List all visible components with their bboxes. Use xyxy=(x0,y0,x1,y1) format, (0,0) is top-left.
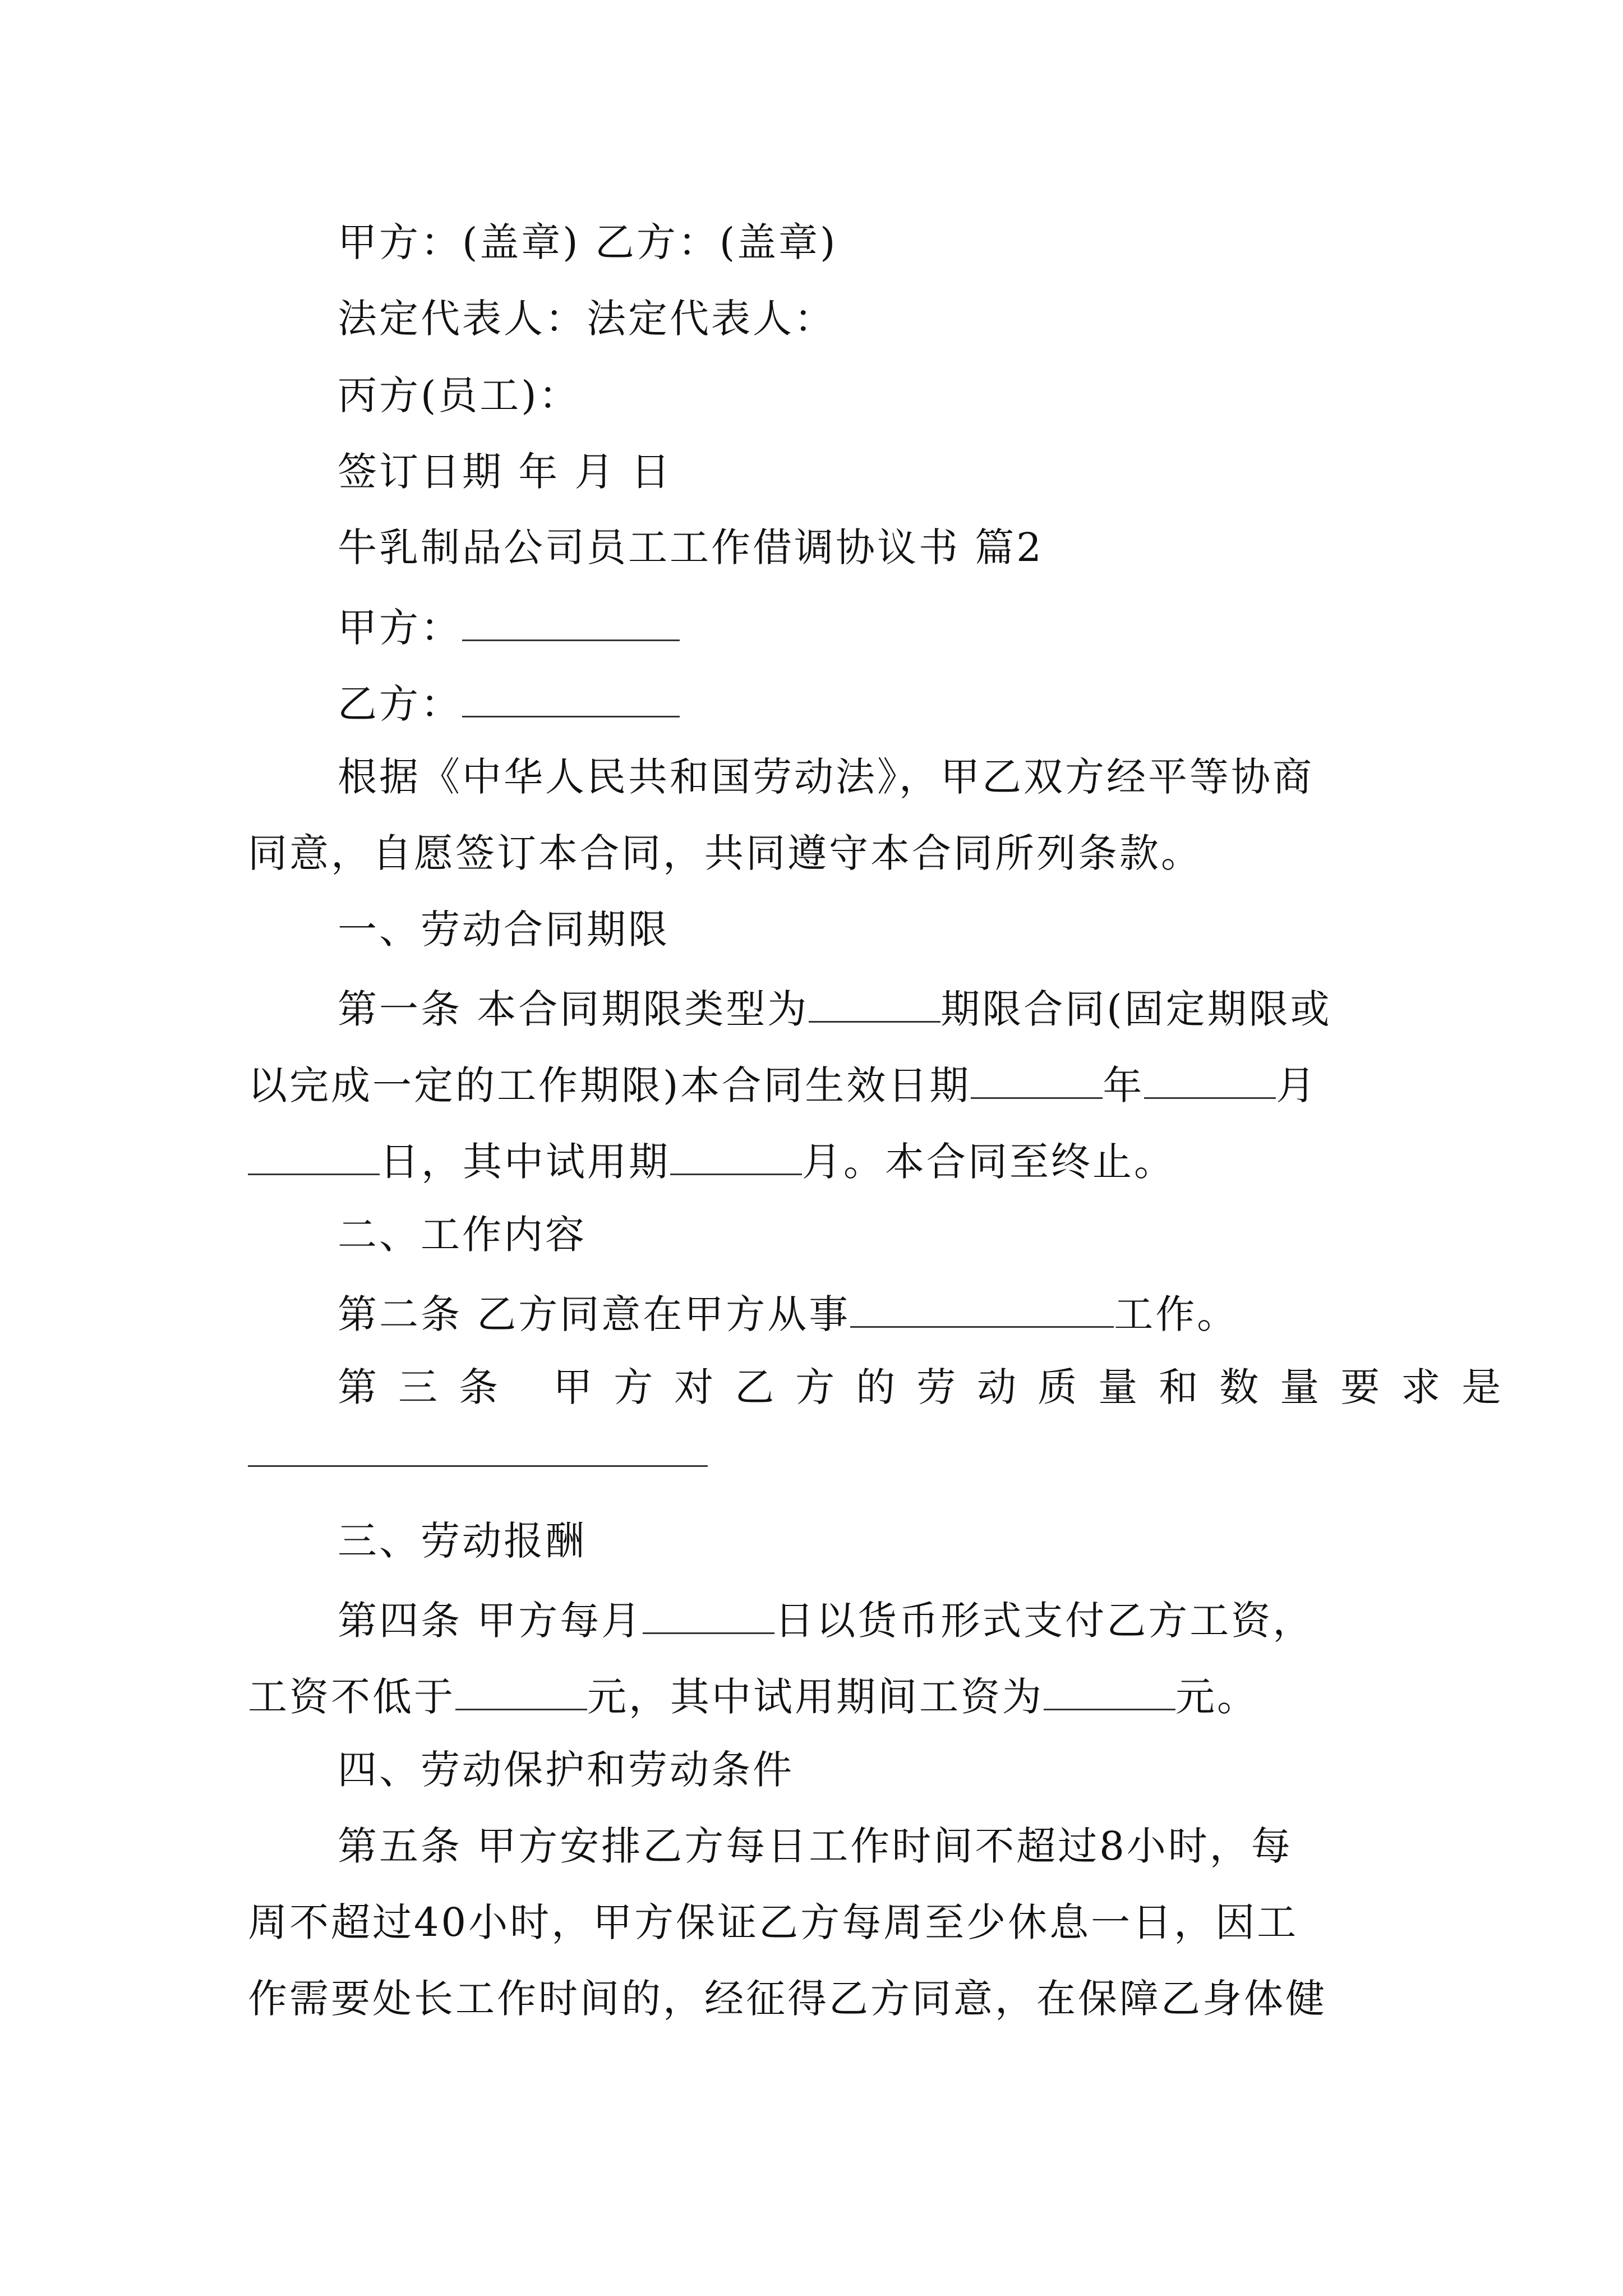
article-3-blank-line xyxy=(248,1430,1375,1473)
preamble-line-2: 同意，自愿签订本合同，共同遵守本合同所列条款。 xyxy=(248,830,1202,876)
article-5-line-2: 周不超过40小时，甲方保证乙方每周至少休息一日，因工 xyxy=(248,1899,1299,1945)
preamble-text-1: 根据《中华人民共和国劳动法》，甲乙双方经平等协商 xyxy=(338,754,1314,800)
article-4-line-2 xyxy=(248,1674,1375,1720)
signature-line-seals: 甲方：(盖章) 乙方：(盖章) xyxy=(338,219,838,265)
probation-wage-blank xyxy=(1044,1674,1175,1710)
contract-type-blank xyxy=(809,986,940,1023)
heading-contract-term: 一、劳动合同期限 xyxy=(338,907,670,953)
heading-work-content: 二、工作内容 xyxy=(338,1212,587,1258)
party-a-label: 甲方： xyxy=(338,605,462,651)
article-5-line-1: 第五条 甲方安排乙方每日工作时间不超过8小时，每 xyxy=(338,1823,1293,1869)
article-1-line-2 xyxy=(248,1062,1375,1108)
effective-year-blank xyxy=(971,1062,1103,1099)
quality-requirements-blank xyxy=(248,1430,708,1467)
minimum-wage-blank xyxy=(455,1674,587,1710)
job-position-blank xyxy=(850,1291,1114,1328)
year-label: 年 xyxy=(1103,1062,1145,1108)
signing-date-line: 签订日期 年 月 日 xyxy=(338,449,672,495)
article-1-text-b: 期限合同(固定期限或 xyxy=(940,986,1332,1032)
article-4-text-d: 元，其中试用期间工资为 xyxy=(587,1674,1044,1720)
article-1-text-e: 月。本合同至终止。 xyxy=(802,1139,1175,1185)
preamble-line-1 xyxy=(338,754,1375,800)
article-4-text-b: 日以货币形式支付乙方工资， xyxy=(774,1598,1315,1644)
article-4-text-a: 第四条 甲方每月 xyxy=(338,1598,643,1644)
pay-day-blank xyxy=(643,1598,774,1634)
article-4-line-1 xyxy=(338,1598,1375,1644)
article-1-text-a: 第一条 本合同期限类型为 xyxy=(338,986,809,1032)
article-1-text-d: 日，其中试用期 xyxy=(380,1139,670,1185)
article-5-line-3: 作需要处长工作时间的，经征得乙方同意，在保障乙身体健 xyxy=(248,1976,1327,2022)
article-4-text-e: 元。 xyxy=(1175,1674,1258,1720)
article-3-text: 第三条 甲方对乙方的劳动质量和数量要求是 xyxy=(338,1364,1523,1410)
effective-month-blank xyxy=(1144,1062,1276,1099)
probation-months-blank xyxy=(670,1139,802,1175)
party-b-blank xyxy=(462,681,680,717)
article-2-line xyxy=(338,1291,1375,1337)
article-1-line-3 xyxy=(248,1139,1375,1185)
month-label: 月 xyxy=(1276,1062,1318,1108)
party-b-line xyxy=(338,681,1375,727)
party-b-label: 乙方： xyxy=(338,681,462,727)
article-4-text-c: 工资不低于 xyxy=(248,1674,455,1720)
legal-representatives-line: 法定代表人：法定代表人： xyxy=(338,296,836,342)
article-1-line-1 xyxy=(338,986,1375,1032)
article-1-text-c: 以完成一定的工作期限)本合同生效日期 xyxy=(248,1062,971,1108)
article-2-text-b: 工作。 xyxy=(1114,1291,1239,1337)
heading-labor-protection: 四、劳动保护和劳动条件 xyxy=(338,1747,794,1793)
party-a-line xyxy=(338,605,1375,651)
section-title: 牛乳制品公司员工工作借调协议书 篇2 xyxy=(338,524,1044,570)
heading-remuneration: 三、劳动报酬 xyxy=(338,1518,587,1564)
article-2-text-a: 第二条 乙方同意在甲方从事 xyxy=(338,1291,851,1337)
party-a-blank xyxy=(462,605,680,641)
effective-day-blank xyxy=(248,1139,380,1175)
party-c-employee-line: 丙方(员工)： xyxy=(338,372,580,418)
article-3-line xyxy=(338,1364,1523,1410)
